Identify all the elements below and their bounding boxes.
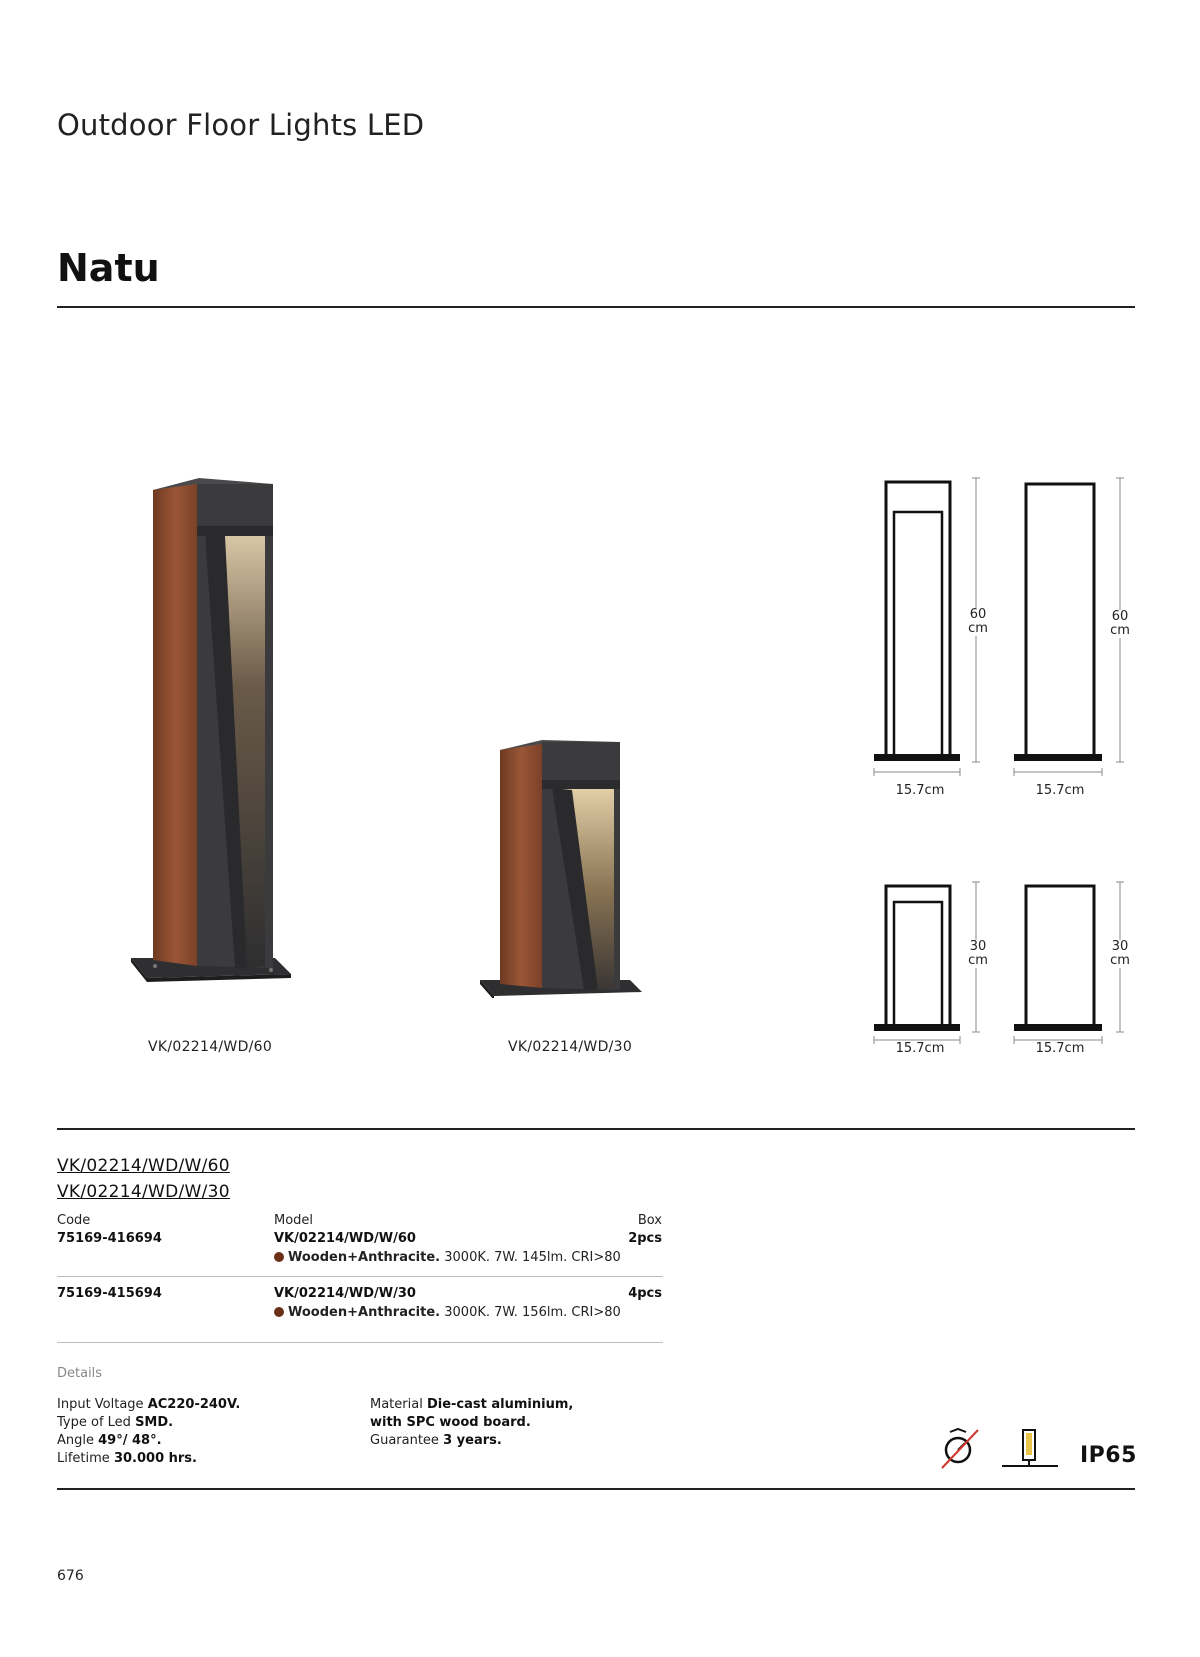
details-label: Details (57, 1366, 103, 1381)
col-model-header: Model (274, 1213, 314, 1228)
tall-b-width-label: 15.7cm (1035, 783, 1085, 798)
details-right-column (370, 1396, 573, 1450)
spec-material: Material Die-cast aluminium, (370, 1397, 574, 1412)
finish-color-dot (274, 1307, 284, 1317)
row1-spec: 3000K. 7W. 145lm. CRI>80 (444, 1250, 621, 1265)
row2-description (274, 1305, 621, 1320)
spec-angle: Angle 49°/ 48°. (57, 1433, 162, 1448)
section-divider (57, 1128, 1135, 1130)
product-code-30: VK/02214/WD/W/30 (57, 1182, 230, 1202)
col-code-header: Code (57, 1213, 91, 1228)
short-b-width-label: 15.7cm (1035, 1041, 1085, 1056)
footer-divider (57, 1488, 1135, 1490)
product-code-60: VK/02214/WD/W/60 (57, 1156, 230, 1176)
tall-a-height-label: 60 cm (960, 608, 996, 636)
spec-input-voltage: Input Voltage AC220-240V. (57, 1397, 241, 1412)
row1-box: 2pcs (628, 1231, 662, 1246)
product-codes-heading (57, 1153, 230, 1205)
tall-b-height-label: 60 cm (1102, 610, 1138, 638)
spec-lifetime: Lifetime 30.000 hrs. (57, 1451, 197, 1466)
table-bottom-divider (57, 1342, 663, 1343)
row2-box: 4pcs (628, 1286, 662, 1301)
header-divider (57, 306, 1135, 308)
details-left-column (57, 1396, 240, 1468)
short-a-height-label: 30 cm (960, 940, 996, 968)
spec-led-type: Type of Led SMD. (57, 1415, 174, 1430)
spec-material-extra: with SPC wood board. (370, 1415, 531, 1430)
row1-description (274, 1250, 621, 1265)
row1-code: 75169-416694 (57, 1231, 162, 1246)
short-bollard-photo (480, 738, 645, 998)
no-dimmer-icon (938, 1426, 982, 1470)
row1-finish: Wooden+Anthracite. (288, 1250, 441, 1265)
tall-a-width-label: 15.7cm (895, 783, 945, 798)
ip-rating: IP65 (1080, 1443, 1137, 1468)
tall-side-drawing (870, 476, 980, 796)
col-box-header: Box (637, 1213, 662, 1228)
row1-model: VK/02214/WD/W/60 (274, 1231, 416, 1246)
tall-bollard-photo (125, 478, 295, 998)
row2-model: VK/02214/WD/W/30 (274, 1286, 416, 1301)
row2-spec: 3000K. 7W. 156lm. CRI>80 (444, 1305, 621, 1320)
row2-finish: Wooden+Anthracite. (288, 1305, 441, 1320)
spec-guarantee: Guarantee 3 years. (370, 1433, 502, 1448)
bollard-icon (1000, 1428, 1060, 1470)
finish-color-dot (274, 1252, 284, 1262)
tall-bollard-caption: VK/02214/WD/60 (148, 1039, 273, 1055)
category-title: Outdoor Floor Lights LED (57, 108, 425, 142)
table-row-divider (57, 1276, 663, 1277)
product-title: Natu (57, 246, 160, 290)
short-a-width-label: 15.7cm (895, 1041, 945, 1056)
page-number: 676 (57, 1568, 84, 1584)
row2-code: 75169-415694 (57, 1286, 162, 1301)
short-b-height-label: 30 cm (1102, 940, 1138, 968)
short-bollard-caption: VK/02214/WD/30 (508, 1039, 633, 1055)
